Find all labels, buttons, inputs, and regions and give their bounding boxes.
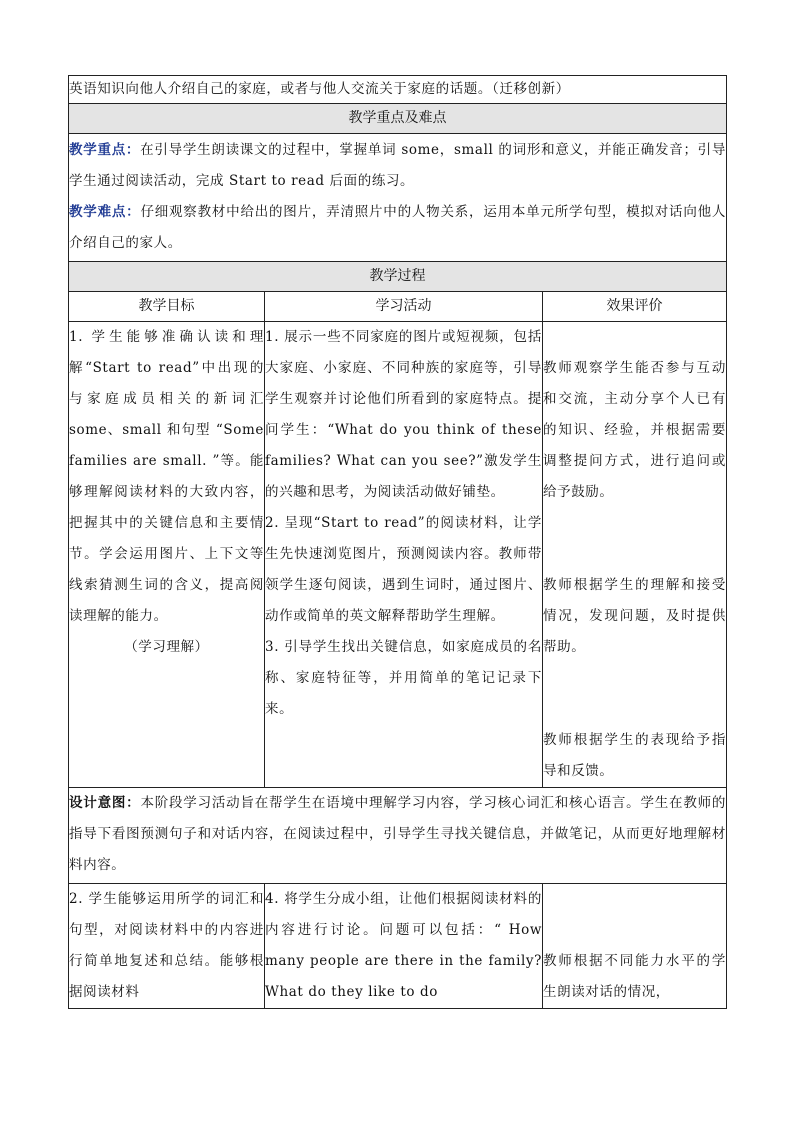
evaluation-cell-2 <box>543 884 727 1009</box>
goal-text-1: 1. 学生能够准确认读和理解“Start to read”中出现的与家庭成员相关的新词汇 some、small 和句型 “Some families are small. ”等。能够理解阅读材料的大致内容，把握其中的关键信息和主要情节。学会运用图片、上下文等线索猜测生词的含义，提高阅读理解的能力。 <box>69 329 264 624</box>
col-header-evaluation: 效果评价 <box>543 292 727 322</box>
key-text: 在引导学生朗读课文的过程中，掌握单词 some，small 的词形和意义，并能正确发音；引导学生通过阅读活动，完成 Start to read 后面的练习。 <box>69 142 727 189</box>
evaluation-text-4: 教师根据不同能力水平的学生朗读对话的情况， <box>543 953 727 1000</box>
difficult-text: 仔细观察教材中给出的图片，弄清照片中的人物关系，运用本单元所学句型，模拟对话向他人介绍自己的家人。 <box>69 204 727 251</box>
activity-item-1: 1. 展示一些不同家庭的图片或短视频，包括大家庭、小家庭、不同种族的家庭等，引导学生观察并讨论他们所看到的家庭特点。提问学生：“What do you think of these families? What can you see?”激发学生的兴趣和思考，为阅读活动做好铺垫。 <box>265 329 542 500</box>
goal-text-2: 2. 学生能够运用所学的词汇和句型，对阅读材料中的内容进行简单地复述和总结。能够根据阅读材料 <box>69 891 264 1000</box>
activity-item-3: 3. 引导学生找出关键信息，如家庭成员的名称、家庭特征等，并用简单的笔记记录下来。 <box>265 639 542 717</box>
difficult-point <box>69 197 726 259</box>
key-label: 教学重点： <box>69 142 141 158</box>
evaluation-cell-1 <box>543 322 727 788</box>
top-cell <box>69 76 727 104</box>
goal-cell-1 <box>69 322 265 788</box>
focus-header: 教学重点及难点 <box>69 104 727 134</box>
lesson-plan-table <box>68 75 727 1009</box>
intent-label: 设计意图： <box>69 795 141 811</box>
key-point <box>69 135 726 197</box>
process-header: 教学过程 <box>69 262 727 292</box>
difficult-label: 教学难点： <box>69 204 141 220</box>
top-text: 英语知识向他人介绍自己的家庭，或者与他人交流关于家庭的话题。（迁移创新） <box>69 81 570 97</box>
evaluation-text-1: 教师观察学生能否参与互动和交流，主动分享个人已有的知识、经验，并根据需要调整提问方式，进行追问或给予鼓励。 <box>543 360 727 500</box>
intent-text: 本阶段学习活动旨在帮学生在语境中理解学习内容，学习核心词汇和核心语言。学生在教师的指导下看图预测句子和对话内容，在阅读过程中，引导学生寻找关键信息，并做笔记，从而更好地理解材料内容。 <box>69 795 727 873</box>
design-intent <box>69 788 726 881</box>
evaluation-gap <box>543 508 726 570</box>
col-header-goal: 教学目标 <box>69 292 265 322</box>
evaluation-text-3: 教师根据学生的表现给予指导和反馈。 <box>543 732 727 779</box>
col-header-activity: 学习活动 <box>265 292 543 322</box>
activity-cell-2 <box>265 884 543 1009</box>
activity-item-4: 4. 将学生分成小组，让他们根据阅读材料的内容进行讨论。问题可以包括：“ How many people are there in the family? What do they like to do <box>265 891 542 1000</box>
activity-item-2: 2. 呈现“Start to read”的阅读材料，让学生先快速浏览图片，预测阅读内容。教师带领学生逐句阅读，遇到生词时，通过图片、动作或简单的英文解释帮助学生理解。 <box>265 515 542 624</box>
activity-cell-1 <box>265 322 543 788</box>
evaluation-gap <box>543 663 726 725</box>
goal-cell-2 <box>69 884 265 1009</box>
design-intent-cell <box>69 788 727 884</box>
goal-tag-1: （学习理解） <box>124 639 209 655</box>
evaluation-text-2: 教师根据学生的理解和接受情况，发现问题，及时提供帮助。 <box>543 577 727 655</box>
focus-cell <box>69 134 727 262</box>
